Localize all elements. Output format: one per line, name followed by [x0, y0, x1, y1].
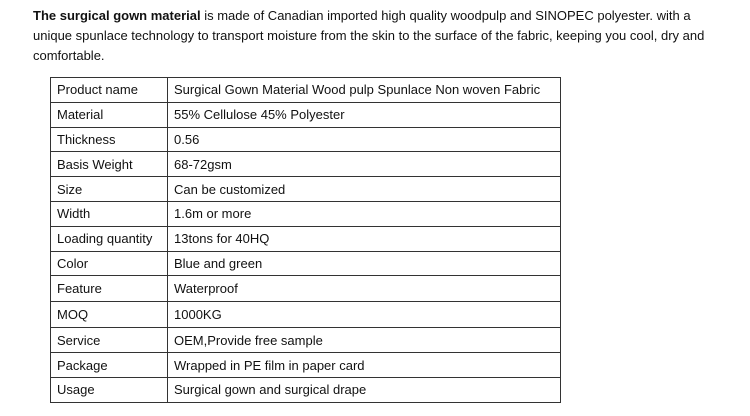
spec-value: 1.6m or more [168, 201, 561, 226]
spec-key: Product name [51, 78, 168, 103]
table-row [51, 302, 561, 328]
spec-key: Thickness [51, 127, 168, 152]
spec-value: Surgical Gown Material Wood pulp Spunlace Non woven Fabric [168, 78, 561, 103]
table-row [51, 102, 561, 127]
table-row [51, 226, 561, 251]
spec-value: OEM,Provide free sample [168, 328, 561, 353]
table-row [51, 78, 561, 103]
intro-paragraph [33, 6, 733, 66]
table-row [51, 328, 561, 353]
spec-key: MOQ [51, 302, 168, 328]
spec-value: 0.56 [168, 127, 561, 152]
spec-value: Surgical gown and surgical drape [168, 377, 561, 402]
spec-value: 68-72gsm [168, 152, 561, 177]
spec-key: Service [51, 328, 168, 353]
table-row [51, 152, 561, 177]
spec-value: 13tons for 40HQ [168, 226, 561, 251]
spec-key: Material [51, 102, 168, 127]
spec-value: Can be customized [168, 177, 561, 202]
spec-key: Width [51, 201, 168, 226]
spec-value: 55% Cellulose 45% Polyester [168, 102, 561, 127]
spec-key: Loading quantity [51, 226, 168, 251]
spec-value: Blue and green [168, 251, 561, 276]
table-row [51, 201, 561, 226]
spec-key: Color [51, 251, 168, 276]
intro-text: is made of Canadian imported high quality woodpulp and SINOPEC polyester. with a unique spunlace technology to transport moisture from the skin to the surface of the fabric, keeping you cool, dry and comfortable. [33, 8, 705, 63]
spec-key: Usage [51, 377, 168, 402]
table-row [51, 276, 561, 302]
spec-value: 1000KG [168, 302, 561, 328]
spec-key: Size [51, 177, 168, 202]
spec-key: Basis Weight [51, 152, 168, 177]
spec-table [50, 77, 561, 403]
spec-key: Package [51, 353, 168, 378]
table-row [51, 353, 561, 378]
spec-key: Feature [51, 276, 168, 302]
table-row [51, 251, 561, 276]
intro-bold-lead: The surgical gown material [33, 8, 201, 23]
table-row [51, 127, 561, 152]
spec-value: Wrapped in PE film in paper card [168, 353, 561, 378]
table-row [51, 377, 561, 402]
spec-value: Waterproof [168, 276, 561, 302]
table-row [51, 177, 561, 202]
